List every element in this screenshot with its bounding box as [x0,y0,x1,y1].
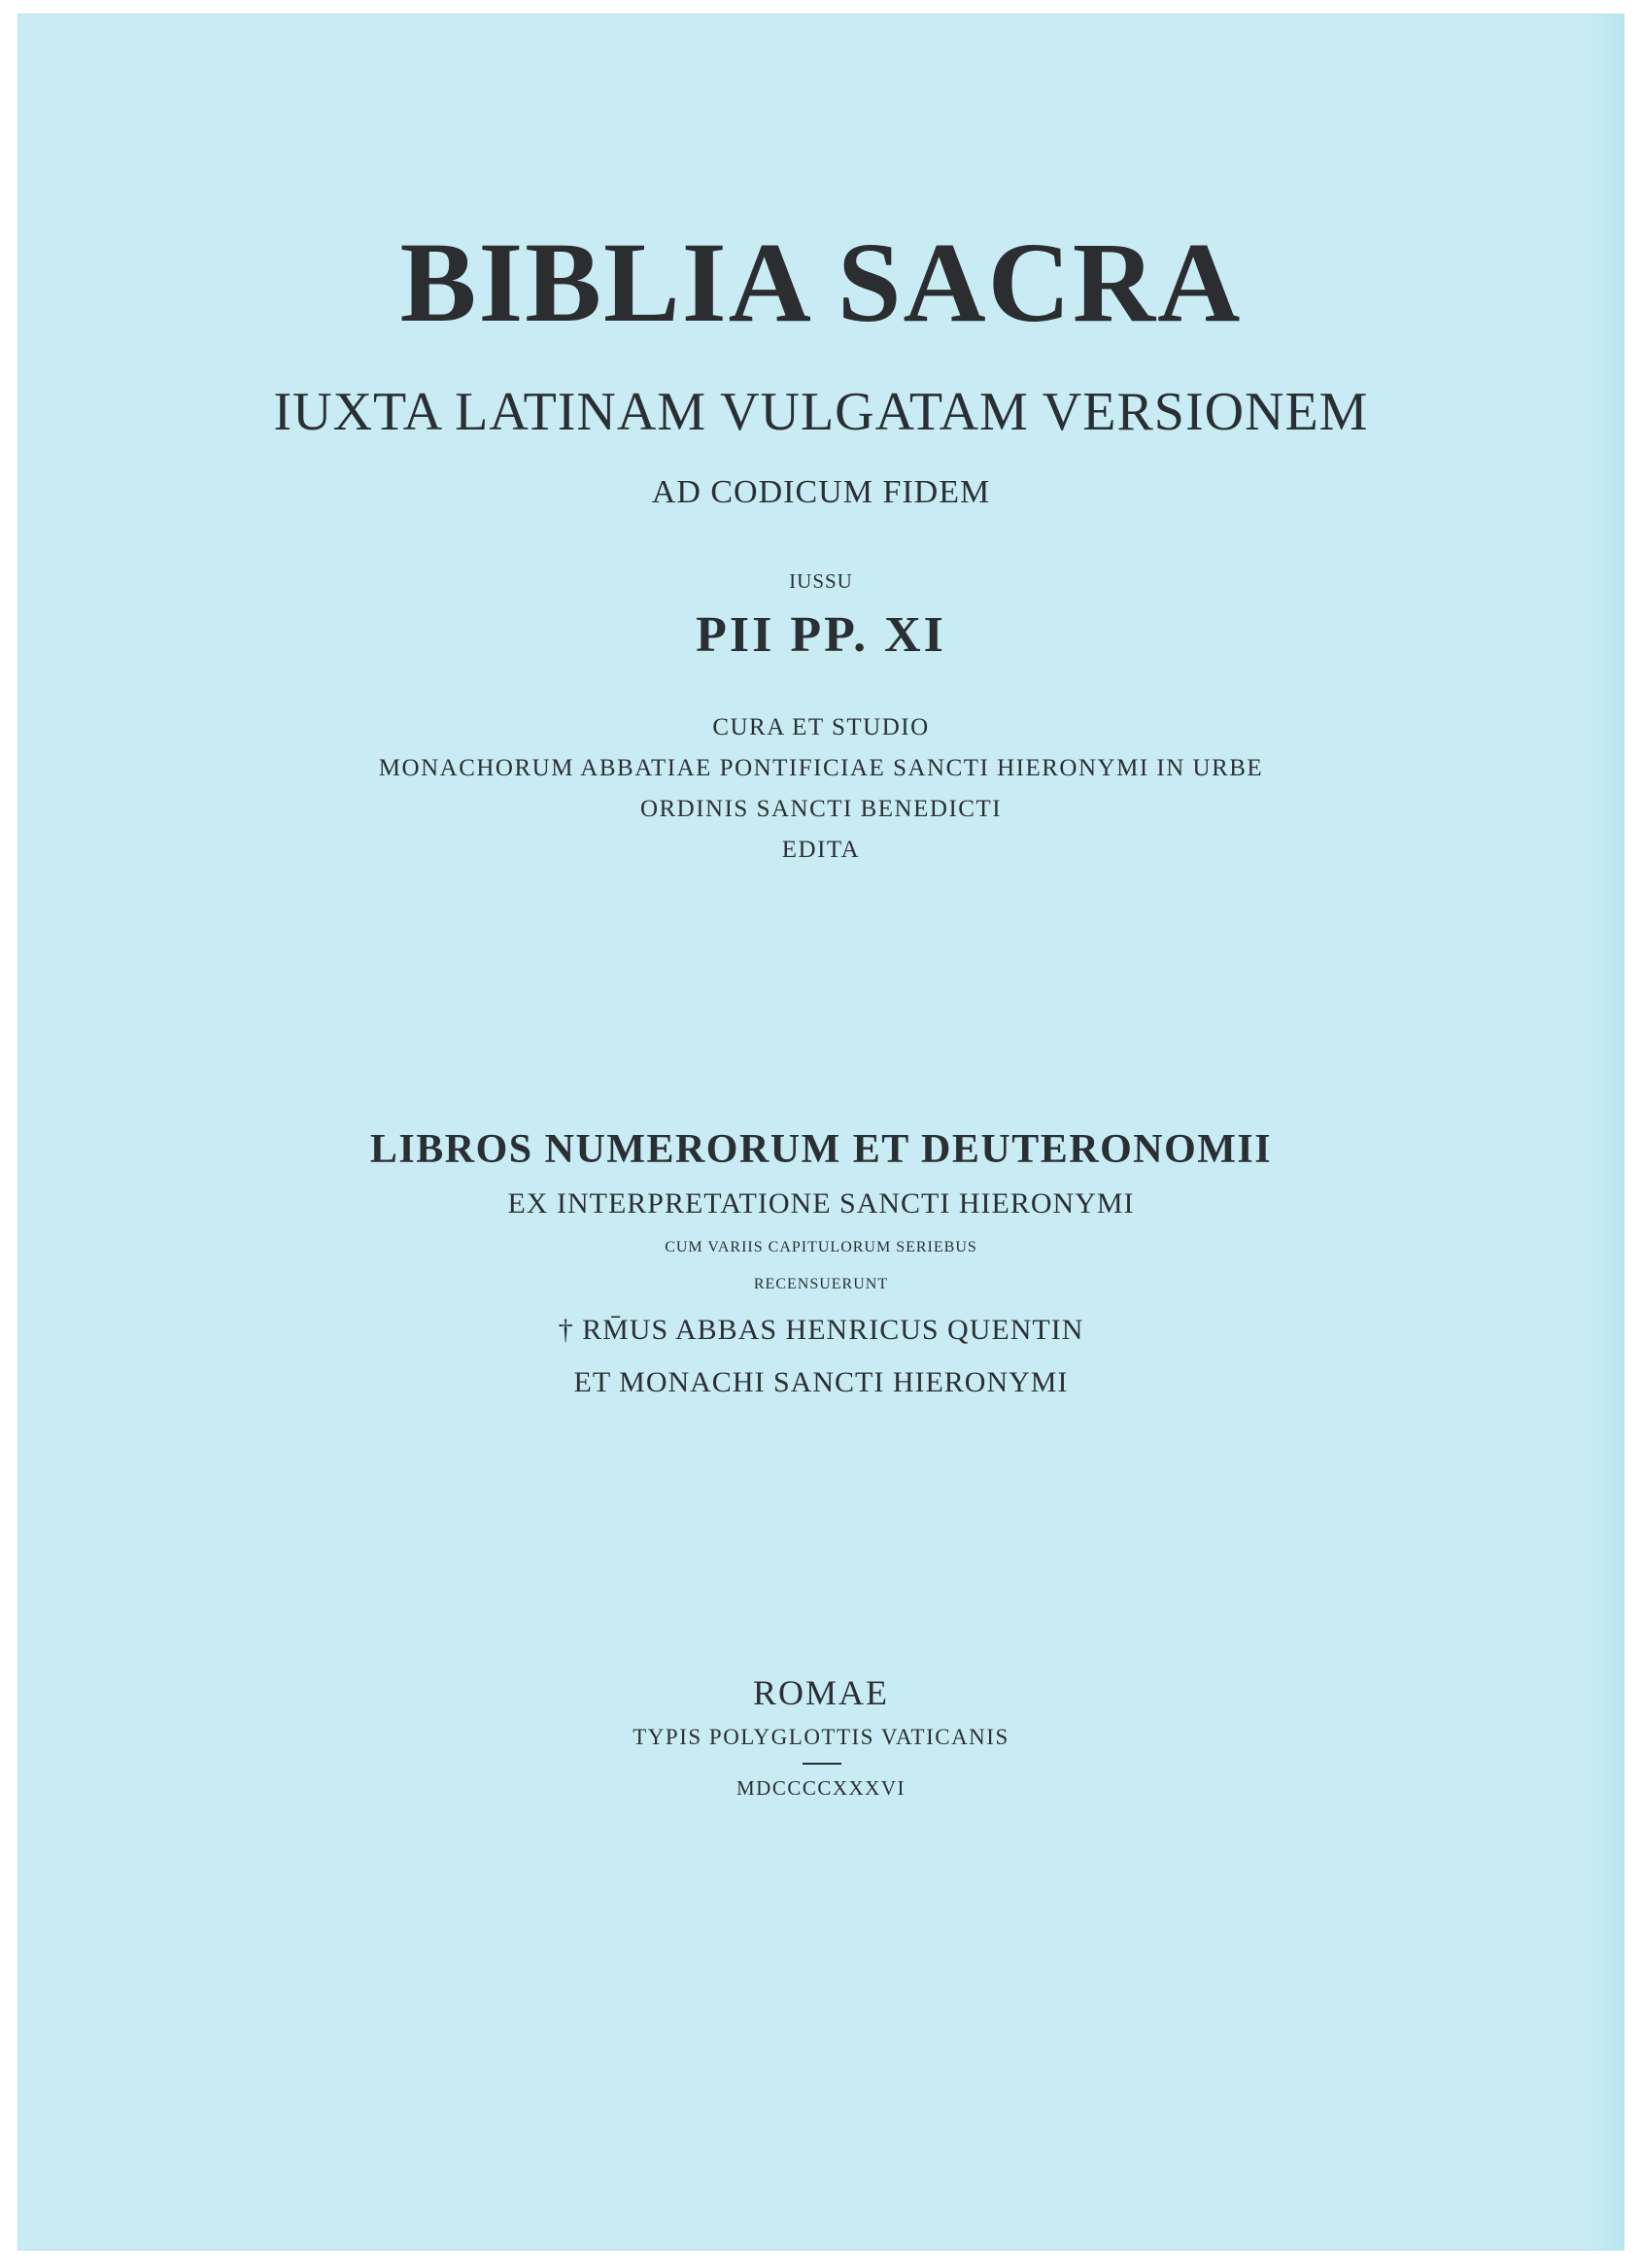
pope-name: PII PP. XI [696,607,946,663]
interpretation-line: EX INTERPRETATIONE SANCTI HIERONYMI [507,1187,1135,1220]
book-cover [17,14,1625,2251]
monachi-line: ET MONACHI SANCTI HIERONYMI [573,1366,1069,1398]
cover-title: BIBLIA SACRA [399,219,1243,346]
cum-variis-line: CUM VARIIS CAPITULORUM SERIEBUS [665,1239,977,1255]
edita-line: EDITA [781,837,861,863]
iussu-label: IUSSU [789,569,853,593]
cover-subtitle: IUXTA LATINAM VULGATAM VERSIONEM [273,382,1369,442]
monachorum-line: MONACHORUM ABBATIAE PONTIFICIAE SANCTI HIERONYMI IN URBE [378,755,1264,781]
editor-line: † RM̄US ABBAS HENRICUS QUENTIN [558,1314,1084,1346]
place-of-publication: ROMAE [752,1673,889,1712]
recensuerunt-line: RECENSUERUNT [753,1276,889,1292]
volume-title: LIBROS NUMERORUM ET DEUTERONOMII [369,1127,1273,1172]
publisher-line: TYPIS POLYGLOTTIS VATICANIS [633,1725,1009,1749]
cover-subtitle-2: AD CODICUM FIDEM [651,474,991,510]
divider-rule [803,1763,841,1765]
cura-line: CURA ET STUDIO [712,714,930,740]
ordinis-line: ORDINIS SANCTI BENEDICTI [639,796,1003,822]
publication-year: MDCCCCXXXVI [735,1776,907,1800]
